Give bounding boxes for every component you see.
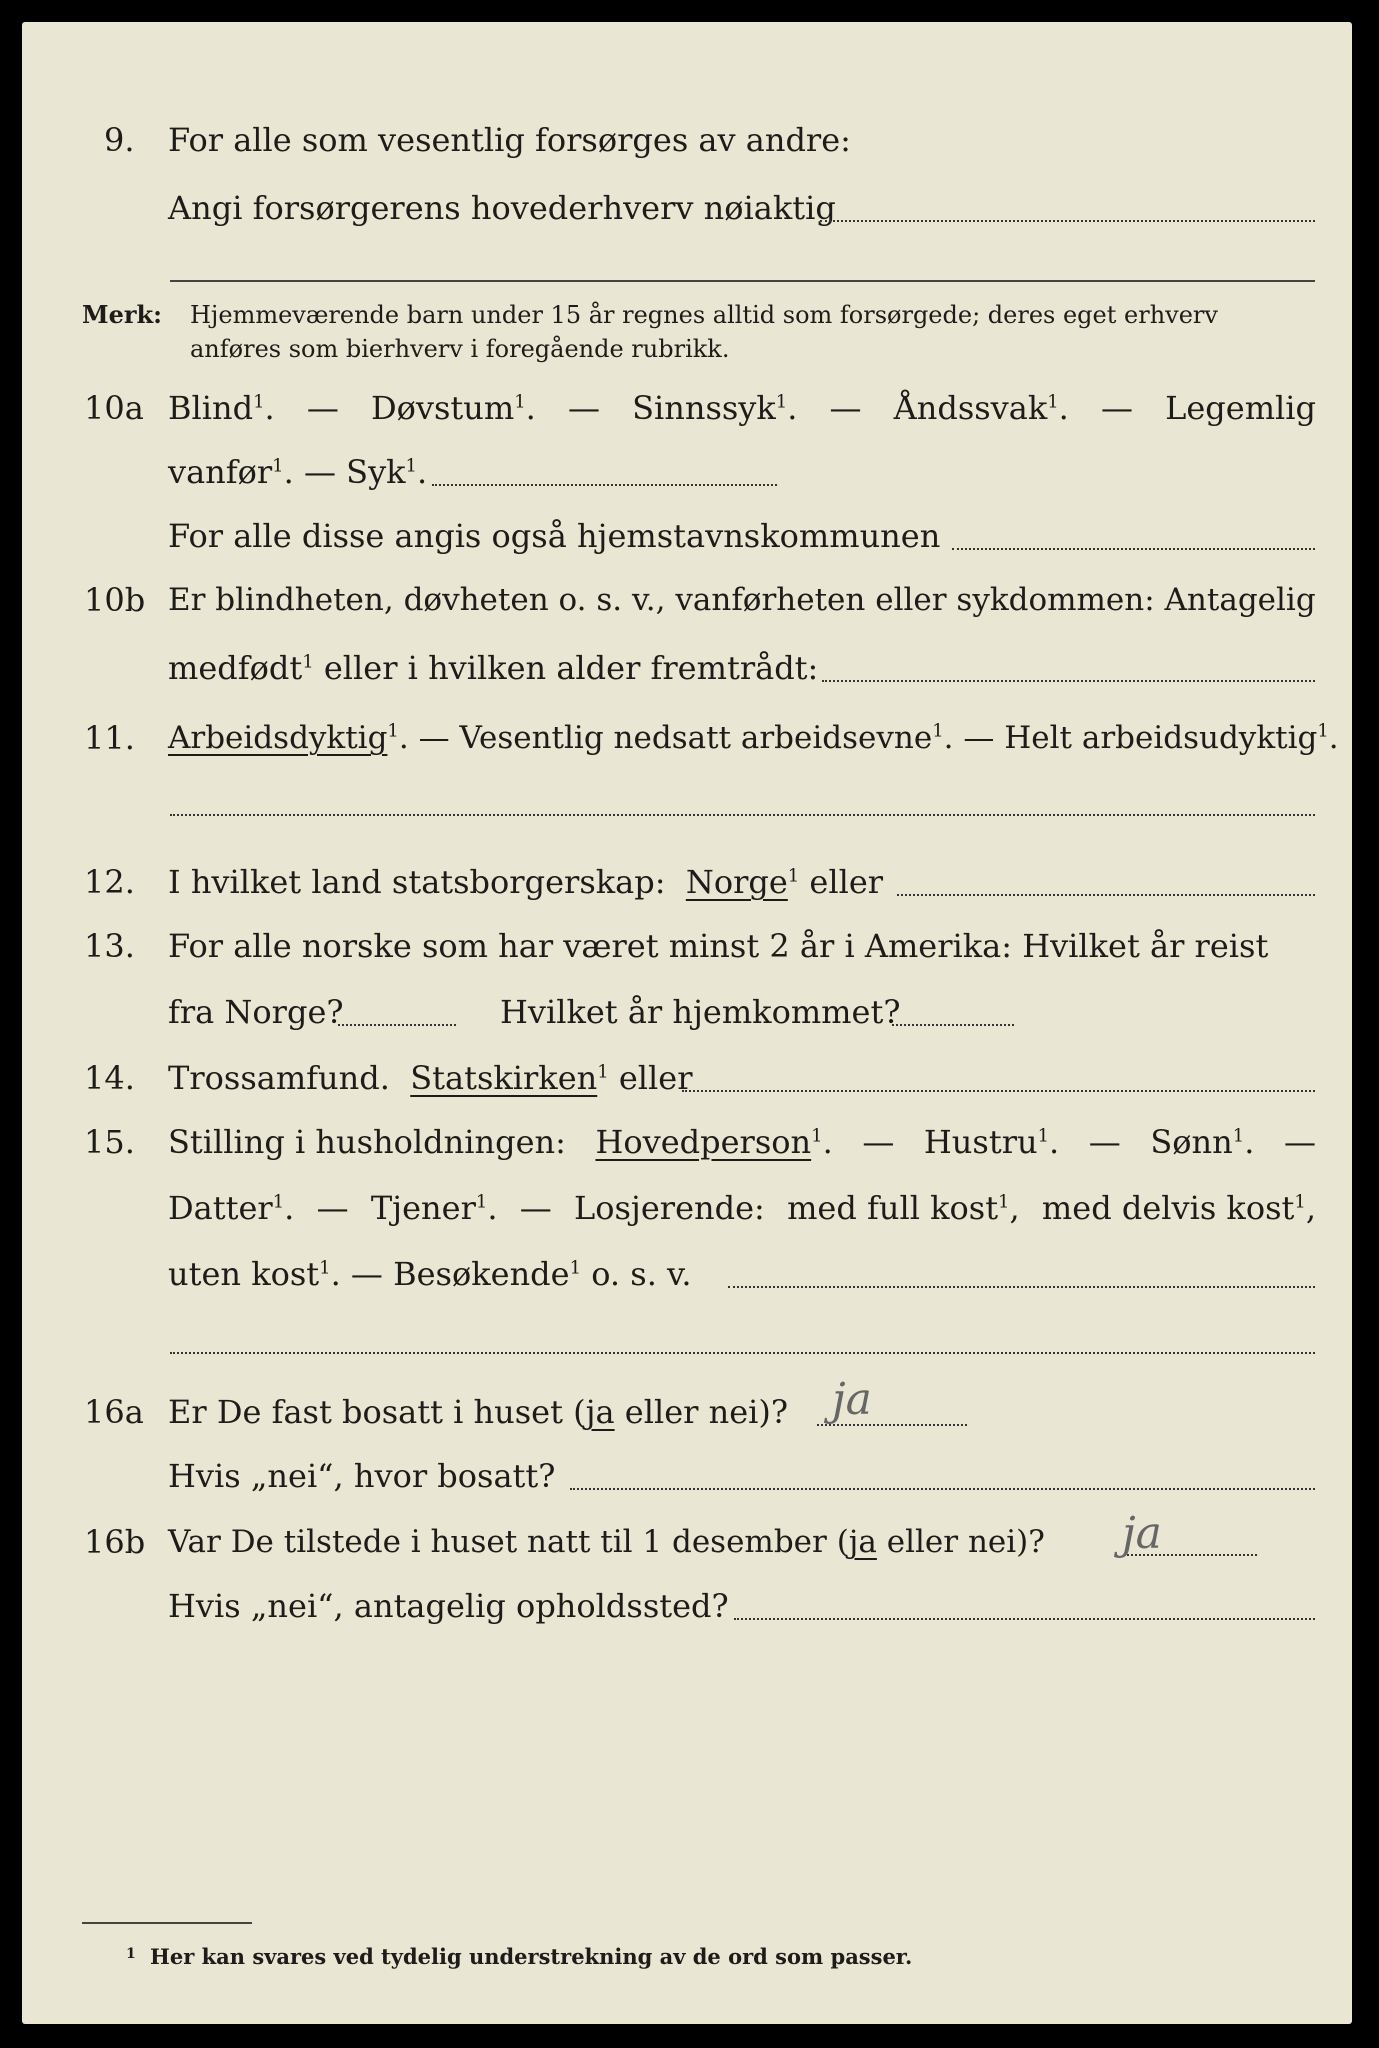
q16a-followup: Hvis „nei“, hvor bosatt?: [168, 1457, 556, 1495]
q10a-syk-line[interactable]: [432, 484, 777, 486]
q15-line-3: uten kost$^1$. — Besøkende$^1$ o. s. v.: [168, 1255, 692, 1293]
q16b-followup: Hvis „nei“, antagelig opholdssted?: [168, 1587, 729, 1625]
q9-separator: [170, 280, 1315, 282]
q16a-number: 16a: [84, 1393, 144, 1431]
opt-andssvak: Åndssvak$^1$.: [893, 389, 1069, 427]
q10b-number: 10b: [84, 581, 146, 619]
q15-line-1: Stilling i husholdningen: Hovedperson$^1$. — Hustru$^1$. — Sønn$^1$. —: [168, 1123, 1316, 1161]
footnote-mark: 1: [126, 1946, 136, 1962]
q10b-line-2: medfødt$^1$ eller i hvilken alder fremtrådt:: [168, 649, 819, 687]
q15-number: 15.: [84, 1123, 135, 1161]
note-label: Merk:: [82, 300, 162, 329]
opt-statskirken: Statskirken: [410, 1059, 598, 1097]
q12-answer-line[interactable]: [897, 894, 1315, 896]
q12-question: I hvilket land statsborgerskap: Norge$^1$ eller: [168, 863, 884, 901]
q10a-line-2: vanfør$^1$. — Syk$^1$.: [168, 453, 428, 491]
q15-extra-line[interactable]: [170, 1352, 1315, 1354]
q16a-handwritten-answer: ja: [832, 1374, 872, 1425]
q13-number: 13.: [84, 927, 135, 965]
q9-instruction: Angi forsørgerens hovederhverv nøiaktig: [168, 189, 836, 227]
opt-ja: ja: [585, 1393, 615, 1431]
q11-options: Arbeidsdyktig$^1$. — Vesentlig nedsatt arbeidsevne$^1$. — Helt arbeidsudyktig$^1$.: [168, 720, 1339, 756]
q16b-number: 16b: [84, 1523, 146, 1561]
q16a-question: Er De fast bosatt i huset (ja eller nei)?: [168, 1393, 789, 1431]
opt-blind: Blind$^1$.: [168, 389, 275, 427]
note-line-2: anføres som bierhverv i foregående rubrikk.: [190, 335, 730, 363]
q16b-answer-line[interactable]: [1127, 1554, 1257, 1556]
q9-number: 9.: [104, 121, 135, 159]
q13-question: For alle norske som har været minst 2 år i Amerika: Hvilket år reist: [168, 927, 1269, 965]
q10a-number: 10a: [84, 389, 144, 427]
opt-hovedperson: Hovedperson: [595, 1123, 812, 1161]
q15-answer-line[interactable]: [728, 1286, 1315, 1288]
q16b-question: Var De tilstede i huset natt til 1 desember (ja eller nei)?: [168, 1524, 1045, 1560]
q16b-followup-line[interactable]: [734, 1618, 1315, 1620]
q13-reist-label: fra Norge?: [168, 993, 344, 1031]
q10a-options: Blind$^1$. — Døvstum$^1$. — Sinnssyk$^1$. — Åndssvak$^1$. — Legemlig: [168, 389, 1316, 427]
footnote-rule: [82, 1922, 252, 1924]
q14-number: 14.: [84, 1059, 135, 1097]
q10b-question: Er blindheten, døvheten o. s. v., vanførheten eller sykdommen: Antagelig: [168, 582, 1316, 618]
q16b-handwritten-answer: ja: [1122, 1508, 1162, 1559]
q9-answer-line[interactable]: [820, 220, 1315, 222]
q15-line-2: Datter$^1$. — Tjener$^1$. — Losjerende: med full kost$^1$, med delvis kost$^1$,: [168, 1189, 1316, 1227]
q10a-hjemstavn: For alle disse angis også hjemstavnskommunen: [168, 517, 941, 555]
q14-question: Trossamfund. Statskirken$^1$ eller: [168, 1059, 693, 1097]
opt-norge: Norge: [685, 863, 788, 901]
q11-number: 11.: [84, 719, 135, 757]
q9-question: For alle som vesentlig forsørges av andre:: [168, 121, 851, 159]
q10a-hjemstavn-line[interactable]: [952, 548, 1315, 550]
opt-ja: ja: [848, 1524, 877, 1560]
q13-reist-line[interactable]: [338, 1024, 456, 1026]
q11-answer-line[interactable]: [170, 814, 1315, 816]
q10b-answer-line[interactable]: [822, 680, 1315, 682]
footnote-text: Her kan svares ved tydelig understrekning av de ord som passer.: [150, 1944, 913, 1969]
opt-legemlig: Legemlig: [1165, 389, 1316, 427]
q14-answer-line[interactable]: [682, 1090, 1315, 1092]
note-line-1: Hjemmeværende barn under 15 år regnes alltid som forsørgede; deres eget erhverv: [190, 301, 1218, 329]
census-form-page: [22, 22, 1352, 2024]
q16a-answer-line[interactable]: [817, 1424, 967, 1426]
q13-hjem-line[interactable]: [892, 1024, 1014, 1026]
q16a-followup-line[interactable]: [570, 1488, 1315, 1490]
opt-arbeidsdyktig: Arbeidsdyktig: [168, 720, 388, 756]
q13-hjem-label: Hvilket år hjemkommet?: [500, 993, 901, 1031]
opt-dovstum: Døvstum$^1$.: [370, 389, 536, 427]
q12-number: 12.: [84, 863, 135, 901]
opt-sinnssyk: Sinnssyk$^1$.: [632, 389, 798, 427]
